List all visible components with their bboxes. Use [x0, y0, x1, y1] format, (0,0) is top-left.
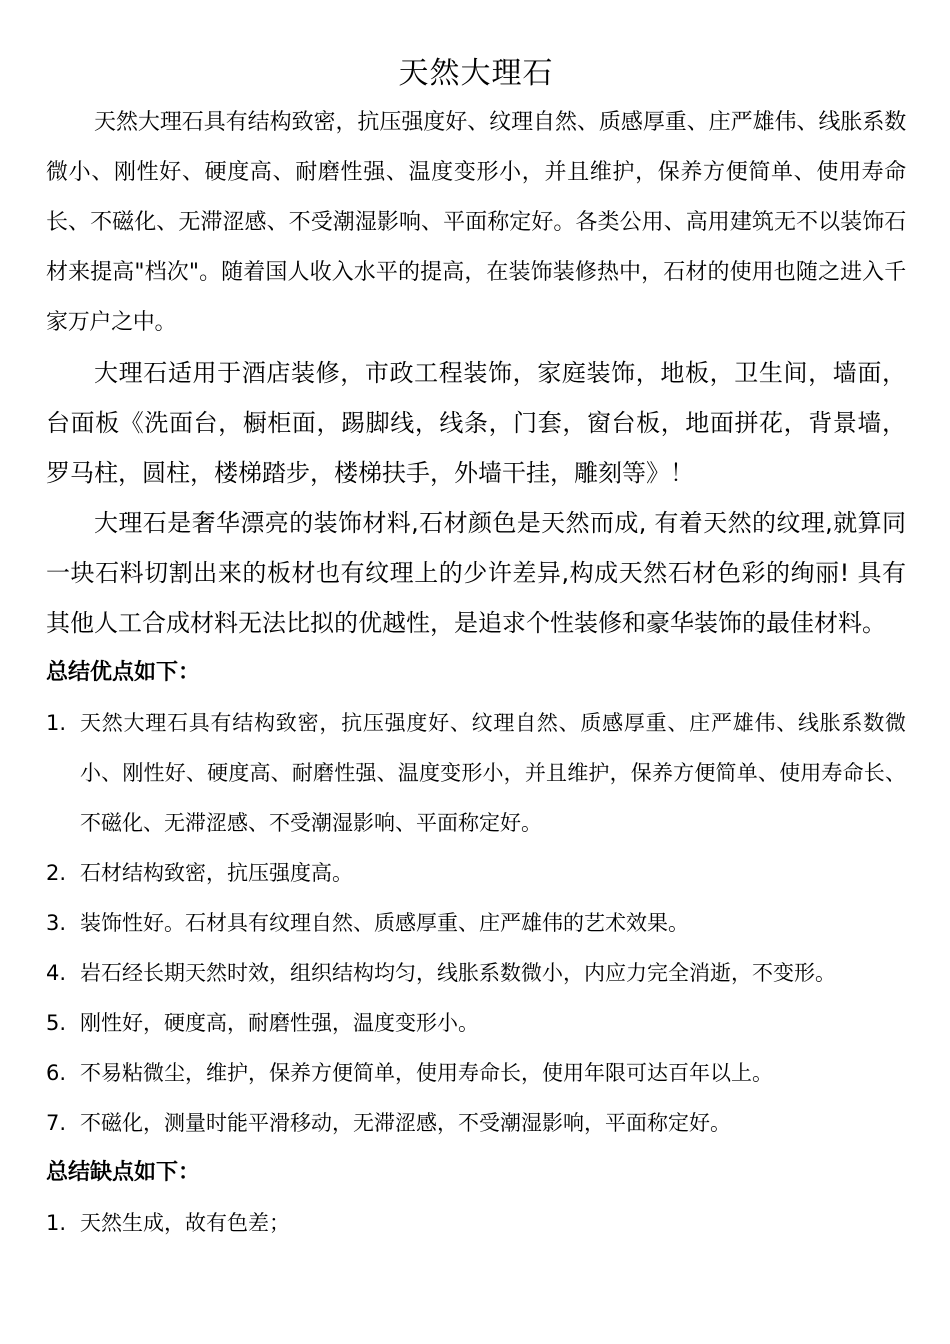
list-text: 装饰性好。石材具有纹理自然、质感厚重、庄严雄伟的艺术效果。 — [80, 911, 689, 935]
list-text: 石材结构致密，抗压强度高。 — [80, 861, 353, 885]
list-number: 5. — [46, 1011, 67, 1035]
list-text: 刚性好，硬度高，耐磨性强，温度变形小。 — [80, 1011, 479, 1035]
list-item — [46, 698, 906, 848]
document-page — [46, 50, 906, 1248]
list-number: 6. — [46, 1061, 67, 1085]
list-number: 1. — [46, 711, 67, 735]
list-number: 3. — [46, 911, 67, 935]
list-item — [46, 1098, 906, 1148]
advantages-heading: 总结优点如下： — [46, 660, 201, 685]
list-text: 不易粘微尘，维护，保养方便简单，使用寿命长，使用年限可达百年以上。 — [80, 1061, 773, 1085]
list-item — [46, 998, 906, 1048]
list-text: 天然大理石具有结构致密，抗压强度好、纹理自然、质感厚重、庄严雄伟、线胀系数微小、刚性好、硬度高、耐磨性强、温度变形小，并且维护，保养方便简单、使用寿命长、不磁化、无滞涩感、不受潮湿影响、平面称定好。 — [80, 711, 906, 835]
list-number: 2. — [46, 861, 67, 885]
list-item — [46, 1048, 906, 1098]
paragraph-intro: 天然大理石具有结构致密，抗压强度好、纹理自然、质感厚重、庄严雄伟、线胀系数微小、刚性好、硬度高、耐磨性强、温度变形小，并且维护，保养方便简单、使用寿命长、不磁化、无滞涩感、不受潮湿影响、平面称定好。各类公用、高用建筑无不以装饰石材来提高"档次"。随着国人收入水平的提高，在装饰装修热中，石材的使用也随之进入千家万户之中。 — [46, 110, 906, 335]
list-number: 1. — [46, 1211, 67, 1235]
list-text: 天然生成，故有色差； — [80, 1211, 290, 1235]
paragraph-luxury: 大理石是奢华漂亮的装饰材料,石材颜色是天然而成, 有着天然的纹理,就算同一块石料切割出来的板材也有纹理上的少许差异,构成天然石材色彩的绚丽! 具有其他人工合成材料无法比拟的优越性，是追求个性装修和豪华装饰的最佳材料。 — [46, 509, 906, 637]
list-number: 4. — [46, 961, 67, 985]
list-number: 7. — [46, 1111, 67, 1135]
list-text: 岩石经长期天然时效，组织结构均匀，线胀系数微小，内应力完全消逝，不变形。 — [80, 961, 836, 985]
list-item — [46, 948, 906, 998]
list-item — [46, 1198, 906, 1248]
list-item — [46, 898, 906, 948]
list-text: 不磁化，测量时能平滑移动，无滞涩感，不受潮湿影响，平面称定好。 — [80, 1111, 731, 1135]
advantages-list — [46, 698, 906, 1148]
disadvantages-heading: 总结缺点如下： — [46, 1160, 201, 1185]
disadvantages-list — [46, 1198, 906, 1248]
paragraph-applications: 大理石适用于酒店装修，市政工程装饰，家庭装饰，地板，卫生间，墙面，台面板《洗面台，橱柜面，踢脚线，线条，门套，窗台板，地面拼花，背景墙，罗马柱，圆柱，楼梯踏步，楼梯扶手，外墙干挂，雕刻等》！ — [46, 359, 906, 487]
list-item — [46, 848, 906, 898]
document-title: 天然大理石 — [398, 56, 554, 91]
